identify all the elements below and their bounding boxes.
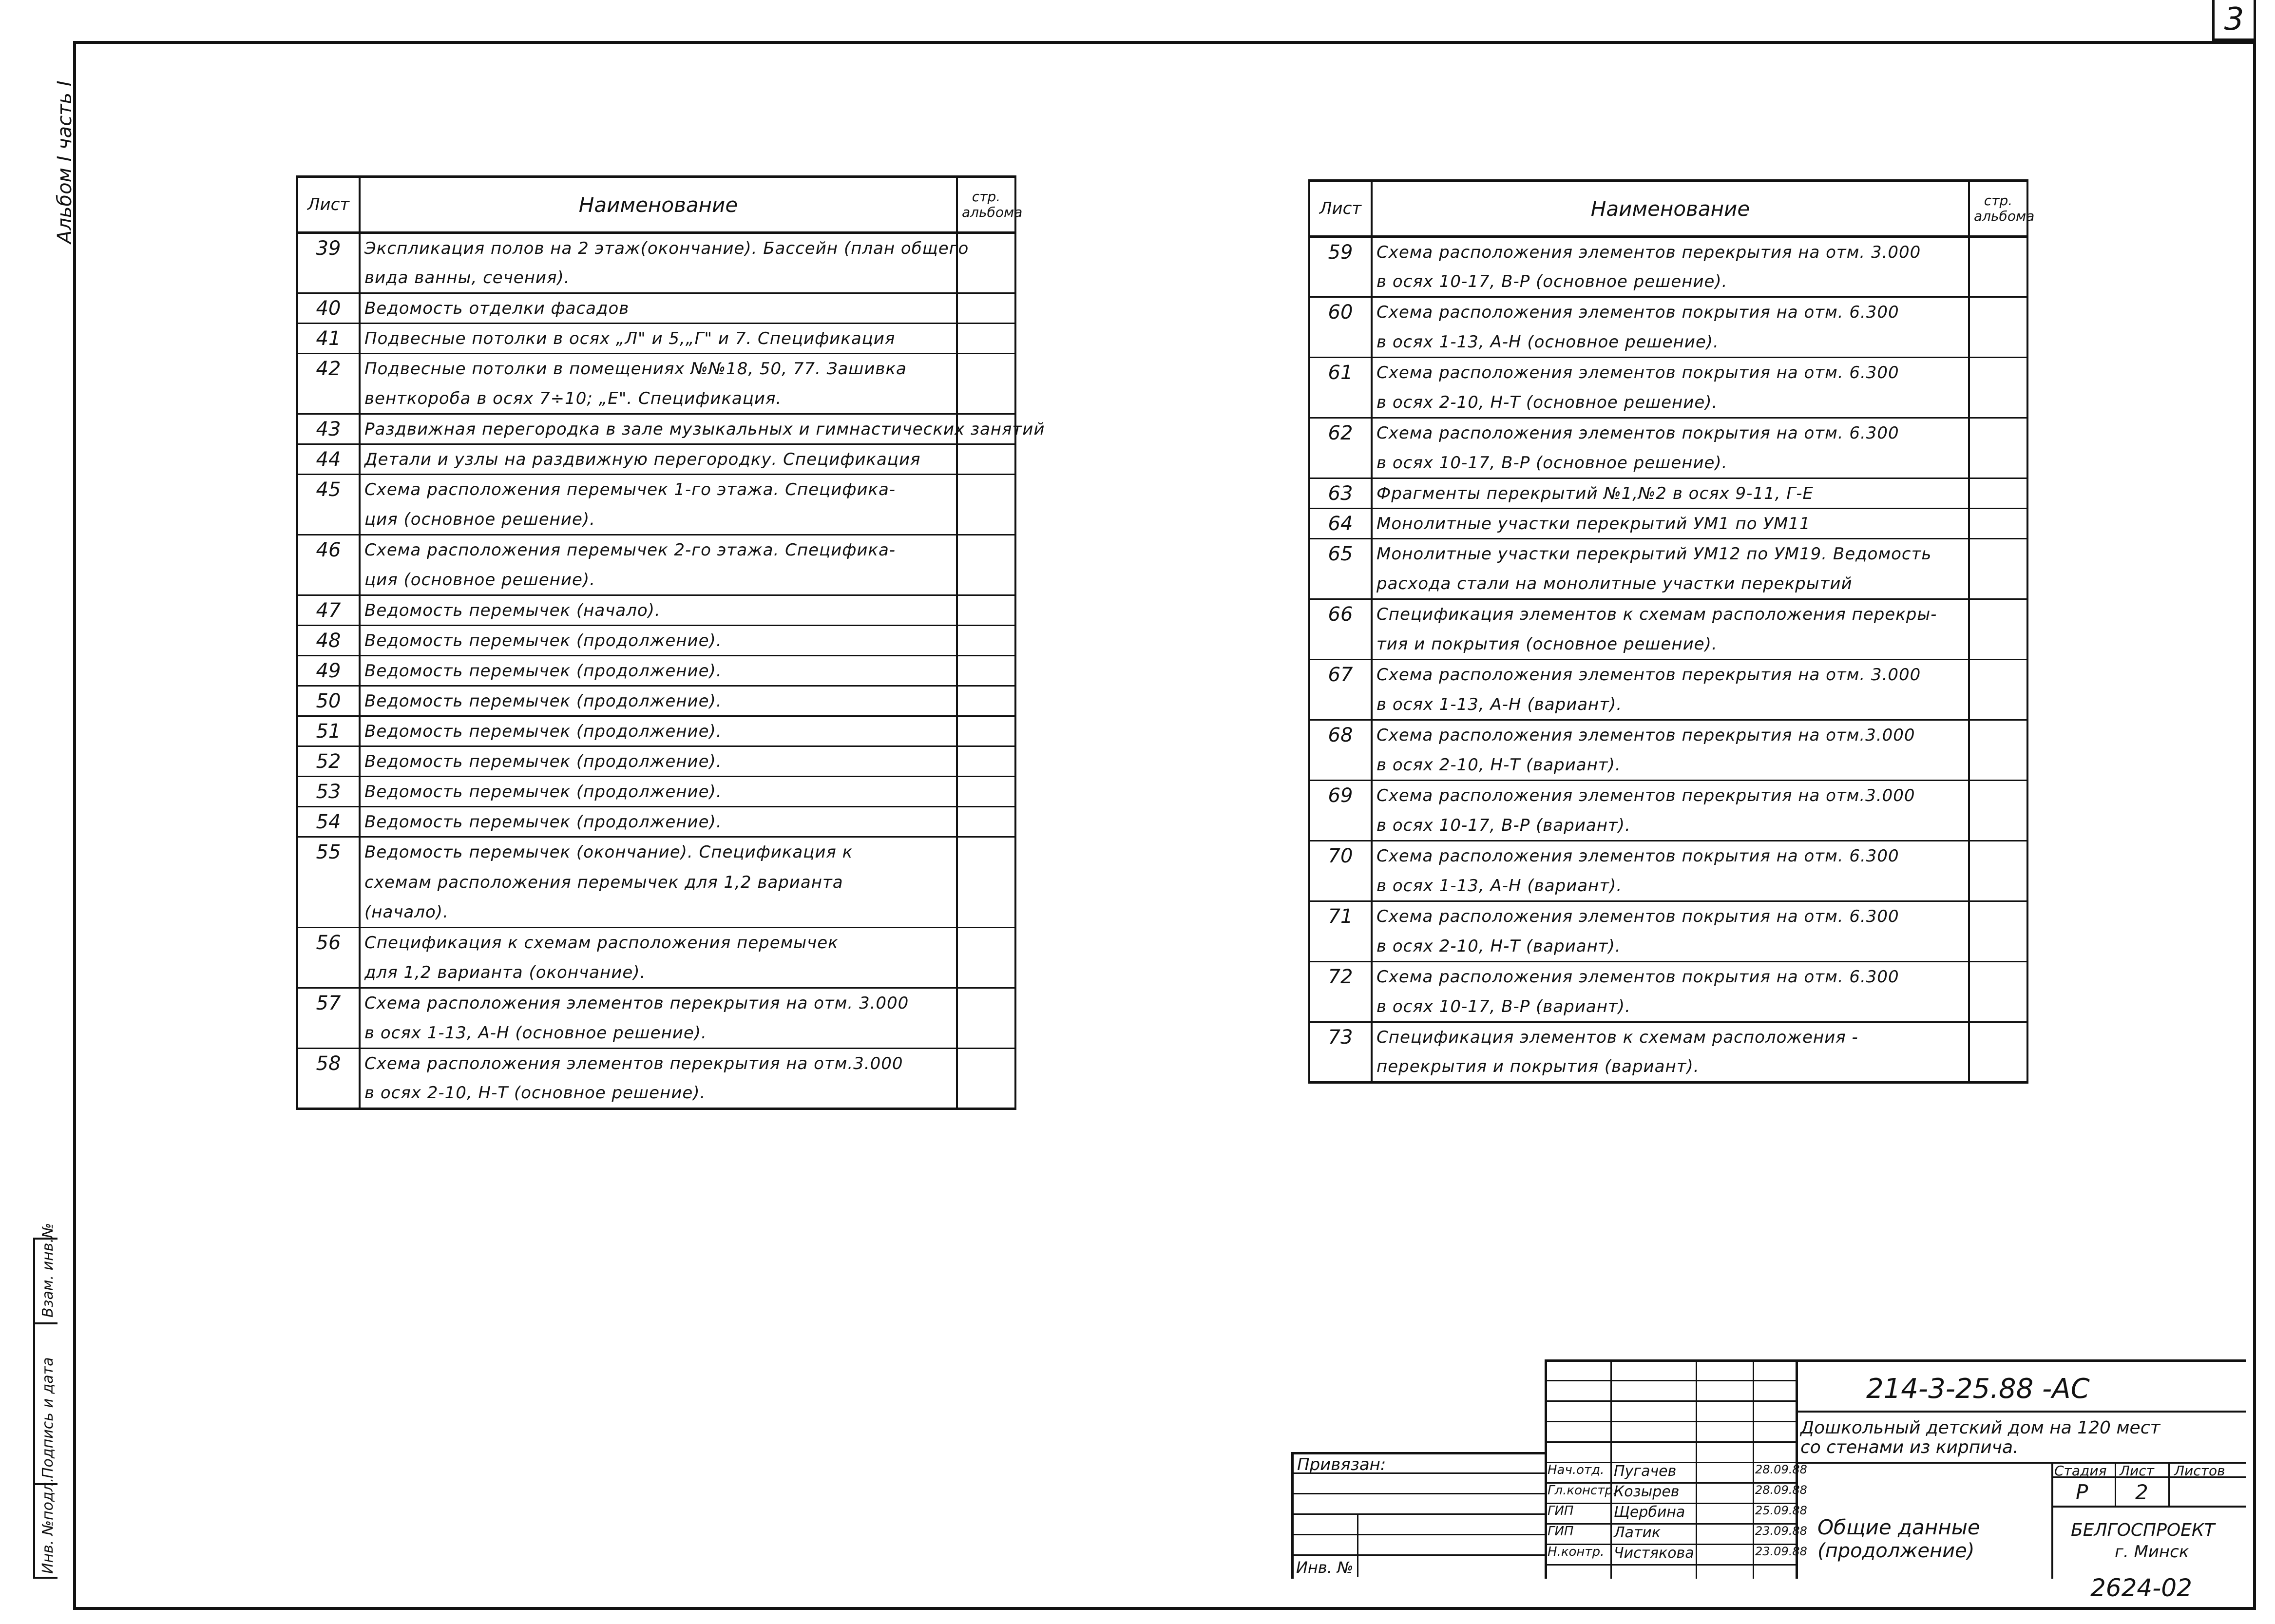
album-page <box>957 867 1015 898</box>
album-page <box>1969 297 2027 327</box>
col-header-name: Наименование <box>1372 181 1969 237</box>
sheet-number: 52 <box>297 746 360 777</box>
sheet-number: 62 <box>1309 418 1372 448</box>
table-row <box>1309 811 2027 841</box>
table-row <box>1309 992 2027 1022</box>
sheet-name: в осях 2-10, Н-Т (вариант). <box>1372 932 1969 962</box>
sheet-name: в осях 1-13, А-Н (основное решение). <box>1372 327 1969 358</box>
sheet-number: 68 <box>1309 720 1372 750</box>
album-page <box>957 746 1015 777</box>
album-page <box>1969 720 2027 750</box>
sheet-name: Схема расположения элементов перекрытия на отм. 3.000 <box>1372 660 1969 690</box>
table-row <box>297 1018 1015 1049</box>
sheets-header: Листов <box>2174 1463 2225 1479</box>
album-page <box>1969 750 2027 781</box>
album-page <box>1969 932 2027 962</box>
album-page <box>1969 901 2027 932</box>
album-page <box>1969 237 2027 267</box>
sheet-value: 2 <box>2135 1480 2148 1504</box>
table-row <box>297 716 1015 746</box>
album-page <box>1969 630 2027 660</box>
sheet-name: Схема расположения элементов покрытия на отм. 6.300 <box>1372 841 1969 871</box>
table-row <box>1309 932 2027 962</box>
sheet-number: 66 <box>1309 599 1372 630</box>
table-row <box>1309 1022 2027 1052</box>
album-page <box>1969 569 2027 599</box>
album-page <box>1969 267 2027 297</box>
col-header-name: Наименование <box>360 177 957 233</box>
album-page <box>957 656 1015 686</box>
sheet-name: Ведомость перемычек (продолжение). <box>360 716 957 746</box>
stage-value: Р <box>2076 1480 2088 1504</box>
table-row <box>297 928 1015 958</box>
sheet-name: в осях 2-10, Н-Т (вариант). <box>1372 750 1969 781</box>
album-page <box>957 263 1015 293</box>
album-page <box>1969 660 2027 690</box>
sheet-number: 46 <box>297 535 360 565</box>
sheet-name: расхода стали на монолитные участки перекрытий <box>1372 569 1969 599</box>
signature-name: Пугачев <box>1614 1463 1677 1480</box>
sheet-name: Схема расположения элементов покрытия на отм. 6.300 <box>1372 418 1969 448</box>
album-page <box>957 595 1015 626</box>
table-row <box>1309 781 2027 811</box>
sheet-name: в осях 1-13, А-Н (вариант). <box>1372 871 1969 901</box>
sheet-name: вида ванны, сечения). <box>360 263 957 293</box>
table-row <box>297 354 1015 384</box>
table-row <box>1309 418 2027 448</box>
sheet-name: в осях 2-10, Н-Т (основное решение). <box>1372 388 1969 418</box>
album-page <box>957 535 1015 565</box>
sheet-number <box>297 867 360 898</box>
sheet-number <box>297 1018 360 1049</box>
sheet-name: Ведомость перемычек (продолжение). <box>360 626 957 656</box>
col-header-page: стр. альбома <box>1969 181 2027 237</box>
album-page <box>957 565 1015 595</box>
sheet-number: 59 <box>1309 237 1372 267</box>
stage-header: Стадия <box>2054 1463 2107 1479</box>
sheet-name: (начало). <box>360 898 957 928</box>
sheet-number: 47 <box>297 595 360 626</box>
album-page <box>1969 1052 2027 1083</box>
sheet-name: в осях 1-13, А-Н (вариант). <box>1372 690 1969 720</box>
sheet-number: 72 <box>1309 962 1372 992</box>
table-row <box>297 565 1015 595</box>
sheet-name: Схема расположения перемычек 1-го этажа. Специфика- <box>360 475 957 505</box>
album-page <box>957 354 1015 384</box>
sheet-name: Ведомость перемычек (начало). <box>360 595 957 626</box>
sheet-number <box>1309 992 1372 1022</box>
bound-label: Привязан: <box>1297 1455 1386 1474</box>
sheet-name: Схема расположения элементов покрытия на отм. 6.300 <box>1372 962 1969 992</box>
album-page <box>957 686 1015 716</box>
album-side-label: Альбом I часть I <box>54 80 76 244</box>
side-stamp-text: Инв. №подл. <box>39 1477 57 1574</box>
signature-name: Щербина <box>1614 1504 1685 1521</box>
table-row <box>1309 1052 2027 1083</box>
table-row <box>297 988 1015 1018</box>
sheet-number: 42 <box>297 354 360 384</box>
sheet-number: 58 <box>297 1049 360 1079</box>
sheet-name: Схема расположения элементов перекрытия на отм.3.000 <box>1372 781 1969 811</box>
sheet-number <box>1309 448 1372 478</box>
sheet-number <box>297 384 360 414</box>
sheet-name: ция (основное решение). <box>360 505 957 535</box>
table-row <box>1309 720 2027 750</box>
sheet-number <box>1309 1052 1372 1083</box>
sheet-number <box>297 898 360 928</box>
album-page <box>1969 448 2027 478</box>
sheet-number: 71 <box>1309 901 1372 932</box>
sheet-number <box>297 565 360 595</box>
sheet-name: Монолитные участки перекрытий УМ12 по УМ19. Ведомость <box>1372 539 1969 569</box>
table-row <box>297 475 1015 505</box>
sheet-number: 50 <box>297 686 360 716</box>
sheet-number: 45 <box>297 475 360 505</box>
sheet-name: Экспликация полов на 2 этаж(окончание). Бассейн (план общего <box>360 233 957 263</box>
sheet-number: 60 <box>1309 297 1372 327</box>
side-stamp <box>33 1223 57 1579</box>
table-row <box>297 595 1015 626</box>
sheet-number: 67 <box>1309 660 1372 690</box>
sheet-title-line1: Общие данные <box>1817 1515 1980 1539</box>
sheet-number <box>1309 750 1372 781</box>
table-row <box>297 777 1015 807</box>
table-row <box>297 324 1015 354</box>
sheet-name: Подвесные потолки в помещениях №№18, 50, 77. Зашивка <box>360 354 957 384</box>
signature-role: ГИП <box>1548 1504 1574 1518</box>
sheet-name: в осях 10-17, В-Р (основное решение). <box>1372 267 1969 297</box>
sheet-number: 43 <box>297 414 360 444</box>
table-row <box>297 505 1015 535</box>
album-page <box>1969 509 2027 539</box>
sheet-number <box>1309 388 1372 418</box>
side-stamp-text: Подпись и дата <box>39 1357 57 1478</box>
table-row <box>297 626 1015 656</box>
signature-name: Латик <box>1614 1524 1661 1541</box>
sheet-name: Схема расположения элементов покрытия на отм. 6.300 <box>1372 901 1969 932</box>
sheet-name: в осях 1-13, А-Н (основное решение). <box>360 1018 957 1049</box>
table-row <box>1309 448 2027 478</box>
sheet-number: 39 <box>297 233 360 263</box>
sheet-name: в осях 2-10, Н-Т (основное решение). <box>360 1079 957 1109</box>
table-row <box>1309 750 2027 781</box>
sheet-number <box>1309 267 1372 297</box>
sheet-name: Фрагменты перекрытий №1,№2 в осях 9-11, Г-Е <box>1372 478 1969 509</box>
sheet-number <box>297 958 360 988</box>
sheet-number: 57 <box>297 988 360 1018</box>
document-code: 214-3-25.88 -АС <box>1866 1373 2090 1405</box>
signature-date: 28.09.88 <box>1755 1483 1807 1497</box>
table-row <box>297 1079 1015 1109</box>
table-row <box>297 807 1015 837</box>
album-page <box>957 293 1015 324</box>
table-row <box>1309 841 2027 871</box>
sheet-header: Лист <box>2120 1463 2154 1479</box>
table-row <box>1309 901 2027 932</box>
album-page <box>1969 599 2027 630</box>
col-header-sheet: Лист <box>1309 181 1372 237</box>
sheet-name: Схема расположения элементов покрытия на отм. 6.300 <box>1372 297 1969 327</box>
album-page <box>957 1049 1015 1079</box>
album-page <box>1969 962 2027 992</box>
sheet-name: перекрытия и покрытия (вариант). <box>1372 1052 1969 1083</box>
signature-role: Н.контр. <box>1548 1545 1605 1559</box>
left-table-body <box>297 233 1045 1109</box>
table-row <box>1309 599 2027 630</box>
sheet-name: Схема расположения элементов перекрытия на отм.3.000 <box>1372 720 1969 750</box>
sheet-index-table-right <box>1308 179 2035 1084</box>
album-page <box>957 958 1015 988</box>
table-row <box>1309 569 2027 599</box>
album-page <box>1969 841 2027 871</box>
signature-date: 25.09.88 <box>1755 1504 1807 1517</box>
sheet-name: венткороба в осях 7÷10; „Е". Спецификация. <box>360 384 957 414</box>
album-page <box>957 384 1015 414</box>
signature-name: Чистякова <box>1614 1545 1694 1562</box>
sheet-name: Ведомость перемычек (продолжение). <box>360 746 957 777</box>
table-row <box>297 384 1015 414</box>
album-page <box>1969 478 2027 509</box>
album-page <box>1969 539 2027 569</box>
album-page <box>1969 1022 2027 1052</box>
table-row <box>297 867 1015 898</box>
album-page <box>1969 388 2027 418</box>
table-row <box>1309 388 2027 418</box>
sheet-name: Ведомость перемычек (продолжение). <box>360 807 957 837</box>
sheet-name: Схема расположения элементов покрытия на отм. 6.300 <box>1372 358 1969 388</box>
sheet-number <box>1309 690 1372 720</box>
signature-date: 23.09.88 <box>1755 1545 1807 1558</box>
table-row <box>1309 660 2027 690</box>
side-stamp-text: Взам. инв.№ <box>39 1223 57 1318</box>
sheet-name: Спецификация элементов к схемам расположения перекры- <box>1372 599 1969 630</box>
table-row <box>1309 267 2027 297</box>
sheet-name: Схема расположения элементов перекрытия на отм. 3.000 <box>1372 237 1969 267</box>
album-page <box>957 324 1015 354</box>
sheet-name: для 1,2 варианта (окончание). <box>360 958 957 988</box>
table-row <box>1309 539 2027 569</box>
table-row <box>297 535 1015 565</box>
sheet-number: 64 <box>1309 509 1372 539</box>
sheet-name: Детали и узлы на раздвижную перегородку. Спецификация <box>360 444 957 475</box>
sheet-number: 65 <box>1309 539 1372 569</box>
album-page <box>1969 690 2027 720</box>
table-row <box>1309 327 2027 358</box>
sheet-number <box>1309 811 1372 841</box>
album-page <box>957 475 1015 505</box>
album-page <box>957 988 1015 1018</box>
inv-label: Инв. № <box>1296 1558 1354 1577</box>
sheet-number: 40 <box>297 293 360 324</box>
table-row <box>297 686 1015 716</box>
sheet-name: Схема расположения элементов перекрытия на отм.3.000 <box>360 1049 957 1079</box>
album-page <box>957 807 1015 837</box>
signature-date: 23.09.88 <box>1755 1524 1807 1538</box>
sheet-name: Ведомость отделки фасадов <box>360 293 957 324</box>
album-page <box>957 898 1015 928</box>
sheet-name: Спецификация элементов к схемам расположения - <box>1372 1022 1969 1052</box>
signature-date: 28.09.88 <box>1755 1463 1807 1476</box>
sheet-name: Схема расположения элементов перекрытия на отм. 3.000 <box>360 988 957 1018</box>
sheet-number: 54 <box>297 807 360 837</box>
signature-name: Козырев <box>1614 1483 1680 1500</box>
table-row <box>297 444 1015 475</box>
table-row <box>297 746 1015 777</box>
album-page <box>1969 871 2027 901</box>
sheet-number <box>1309 871 1372 901</box>
sheet-name: схемам расположения перемычек для 1,2 варианта <box>360 867 957 898</box>
sheet-number <box>1309 569 1372 599</box>
organization-line2: г. Минск <box>2115 1542 2189 1562</box>
side-stamp-cell <box>35 1322 57 1483</box>
sheet-name: ция (основное решение). <box>360 565 957 595</box>
col-header-page: стр. альбома <box>957 177 1015 233</box>
sheet-number: 41 <box>297 324 360 354</box>
sheet-name: Ведомость перемычек (окончание). Спецификация к <box>360 837 957 867</box>
table-row <box>297 656 1015 686</box>
project-name-line2: со стенами из кирпича. <box>1800 1437 2019 1457</box>
sheet-name: Раздвижная перегородка в зале музыкальных и гимнастических занятий <box>360 414 957 444</box>
album-page <box>957 626 1015 656</box>
album-page <box>957 777 1015 807</box>
organization-line1: БЕЛГОСПРОЕКТ <box>2071 1520 2215 1540</box>
table-row <box>297 958 1015 988</box>
sheet-name: Ведомость перемычек (продолжение). <box>360 686 957 716</box>
table-row <box>1309 358 2027 388</box>
signature-role: ГИП <box>1548 1524 1574 1539</box>
project-name-line1: Дошкольный детский дом на 120 мест <box>1800 1418 2160 1438</box>
album-page <box>957 716 1015 746</box>
sheet-number: 69 <box>1309 781 1372 811</box>
table-row <box>1309 297 2027 327</box>
album-page <box>1969 781 2027 811</box>
album-page <box>957 1018 1015 1049</box>
sheet-name: Ведомость перемычек (продолжение). <box>360 656 957 686</box>
sheet-name: Монолитные участки перекрытий УМ1 по УМ11 <box>1372 509 1969 539</box>
archive-number: 2624-02 <box>2090 1574 2192 1602</box>
table-row <box>1309 962 2027 992</box>
col-header-sheet: Лист <box>297 177 360 233</box>
right-table-body <box>1309 237 2027 1083</box>
table-row <box>297 1049 1015 1079</box>
album-page <box>1969 992 2027 1022</box>
sheet-number <box>297 505 360 535</box>
sheet-number: 73 <box>1309 1022 1372 1052</box>
sheet-number <box>1309 932 1372 962</box>
album-page <box>957 1079 1015 1109</box>
sheet-name: Схема расположения перемычек 2-го этажа. Специфика- <box>360 535 957 565</box>
sheet-number: 63 <box>1309 478 1372 509</box>
sheet-number <box>1309 630 1372 660</box>
corner-page-number: 3 <box>2212 0 2256 41</box>
side-stamp-cell <box>35 1223 57 1322</box>
album-page <box>957 444 1015 475</box>
sheet-number: 55 <box>297 837 360 867</box>
table-row <box>297 263 1015 293</box>
sheet-name: в осях 10-17, В-Р (основное решение). <box>1372 448 1969 478</box>
sheet-name: Подвесные потолки в осях „Л" и 5,„Г" и 7. Спецификация <box>360 324 957 354</box>
table-row <box>1309 237 2027 267</box>
title-block <box>1291 1359 2246 1602</box>
table-row <box>1309 630 2027 660</box>
signature-role: Нач.отд. <box>1548 1463 1605 1477</box>
sheet-number <box>297 1079 360 1109</box>
sheet-number: 56 <box>297 928 360 958</box>
table-row <box>297 414 1015 444</box>
table-row <box>1309 690 2027 720</box>
table-row <box>1309 509 2027 539</box>
sheet-number <box>1309 327 1372 358</box>
album-page <box>1969 358 2027 388</box>
sheet-number: 48 <box>297 626 360 656</box>
sheet-number: 44 <box>297 444 360 475</box>
sheet-name: Спецификация к схемам расположения перемычек <box>360 928 957 958</box>
table-row <box>297 233 1015 263</box>
album-page <box>957 837 1015 867</box>
sheet-name: Ведомость перемычек (продолжение). <box>360 777 957 807</box>
sheet-index-table-left <box>296 175 1045 1110</box>
sheet-number: 51 <box>297 716 360 746</box>
sheet-name: в осях 10-17, В-Р (вариант). <box>1372 992 1969 1022</box>
sheet-name: тия и покрытия (основное решение). <box>1372 630 1969 660</box>
table-row <box>1309 871 2027 901</box>
sheet-number: 49 <box>297 656 360 686</box>
signature-role: Гл.констр. <box>1548 1483 1617 1498</box>
table-row <box>1309 478 2027 509</box>
sheet-title-line2: (продолжение) <box>1817 1540 1975 1562</box>
sheet-name: в осях 10-17, В-Р (вариант). <box>1372 811 1969 841</box>
sheet-number: 53 <box>297 777 360 807</box>
album-page <box>957 928 1015 958</box>
table-row <box>297 293 1015 324</box>
album-page <box>1969 811 2027 841</box>
table-row <box>297 837 1015 867</box>
album-page <box>1969 327 2027 358</box>
album-page <box>957 505 1015 535</box>
album-page <box>1969 418 2027 448</box>
side-stamp-cell <box>35 1477 57 1579</box>
table-row <box>297 898 1015 928</box>
sheet-number <box>297 263 360 293</box>
sheet-number: 61 <box>1309 358 1372 388</box>
sheet-number: 70 <box>1309 841 1372 871</box>
